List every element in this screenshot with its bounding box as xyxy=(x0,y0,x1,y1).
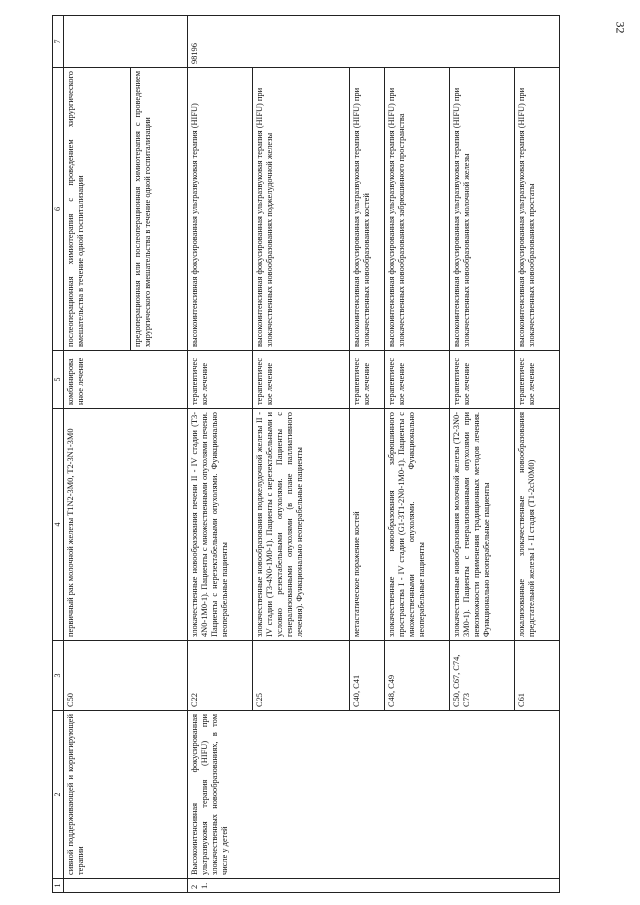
col-header-3: 3 xyxy=(53,641,64,711)
treatment-method: высокоинтенсивная фокусированная ультразвуковая терапия (HIFU) при злокачественных новообразованиях простаты xyxy=(515,68,560,351)
table-row xyxy=(188,16,253,893)
treatment-type: терапевтическое лечение xyxy=(385,351,450,409)
cost: 98196 xyxy=(188,16,560,68)
treatment-method: высокоинтенсивная фокусированная ультразвуковая терапия (HIFU) при злокачественных новообразованиях забрюшинного пространства xyxy=(385,68,450,351)
patient-model: локализованные злокачественные новообразования предстательной железы I - II стадия (T1-2cN0M0) xyxy=(515,409,560,641)
treatment-type: терапевтическое лечение xyxy=(253,351,350,409)
patient-model: злокачественные новообразования молочной железы (T2-3N0-3M0-1). Пациенты с генерализованными опухолями при невозможности применения традиционных методов лечения. Функционально неоперабельные пациенты xyxy=(450,409,515,641)
treatment-type: терапевтическое лечение xyxy=(188,351,253,409)
method-name: сивной поддерживающей и корригирующей терапии xyxy=(64,711,188,879)
treatment-method: высокоинтенсивная фокусированная ультразвуковая терапия (HIFU) при злокачественных новообразованиях молочной железы xyxy=(450,68,515,351)
treatment-method: высокоинтенсивная фокусированная ультразвуковая терапия (HIFU) при злокачественных новообразованиях поджелудочной железы xyxy=(253,68,350,351)
treatment-type: комбинированное лечение xyxy=(64,351,188,409)
rotated-page xyxy=(52,16,627,893)
patient-model: злокачественные новообразования печени II - IV стадии (T3-4N0-1M0-1). Пациенты с множественными опухолями печени. Пациенты с нерезектабельными опухолями. Функционально неоперабельные пациенты xyxy=(188,409,253,641)
treatment-type: терапевтическое лечение xyxy=(450,351,515,409)
col-header-6: 6 xyxy=(53,68,64,351)
patient-model: злокачественные новообразования поджелудочной железы II - IV стадии (T3-4N0-1M0-1). Пациенты с нерезектабельными и условно резектабельными опухолями. Пациенты с генерализованными опухолями (в плане паллиативного лечения). Функционально неоперабельные пациенты xyxy=(253,409,350,641)
icd-code: C50 xyxy=(64,641,188,711)
cost xyxy=(64,16,188,68)
procedures-table xyxy=(52,15,560,893)
treatment-type: терапевтическое лечение xyxy=(515,351,560,409)
page-number: 32 xyxy=(613,21,628,34)
header-row xyxy=(53,16,64,893)
row-number xyxy=(64,879,188,893)
col-header-1: 1 xyxy=(53,879,64,893)
col-header-5: 5 xyxy=(53,351,64,409)
patient-model: первичный рак молочной железы T1N2-3M0, T2-3N1-3M0 xyxy=(64,409,188,641)
treatment-type: терапевтическое лечение xyxy=(350,351,385,409)
icd-code: C61 xyxy=(515,641,560,711)
icd-code: C50, C67, C74, C73 xyxy=(450,641,515,711)
table-row xyxy=(64,16,131,893)
treatment-method: высокоинтенсивная фокусированная ультразвуковая терапия (HIFU) при злокачественных новообразованиях костей xyxy=(350,68,385,351)
icd-code: C40, C41 xyxy=(350,641,385,711)
treatment-method: высокоинтенсивная фокусированная ультразвуковая терапия (HIFU) xyxy=(188,68,253,351)
patient-model: злокачественные новообразования забрюшинного пространства I - IV стадии (G1-3T1-2N0-1M0-1). Пациенты с множественными опухолями. Функционально неоперабельные пациенты xyxy=(385,409,450,641)
patient-model: метастатическое поражение костей xyxy=(350,409,385,641)
col-header-7: 7 xyxy=(53,16,64,68)
col-header-2: 2 xyxy=(53,711,64,879)
icd-code: C48, C49 xyxy=(385,641,450,711)
icd-code: C25 xyxy=(253,641,350,711)
treatment-method: предоперационная или послеоперационная химиотерапия с проведением хирургического вмешательства в течение одной госпитализации xyxy=(131,68,188,351)
col-header-4: 4 xyxy=(53,409,64,641)
icd-code: C22 xyxy=(188,641,253,711)
treatment-method: послеоперационная химиотерапия с проведением хирургического вмешательства в течение одной госпитализации xyxy=(64,68,131,351)
method-name: Высокоинтенсивная фокусированная ультразвуковая терапия (HIFU) при злокачественных новообразованиях, в том числе у детей xyxy=(188,711,560,879)
row-number: 21. xyxy=(188,879,560,893)
